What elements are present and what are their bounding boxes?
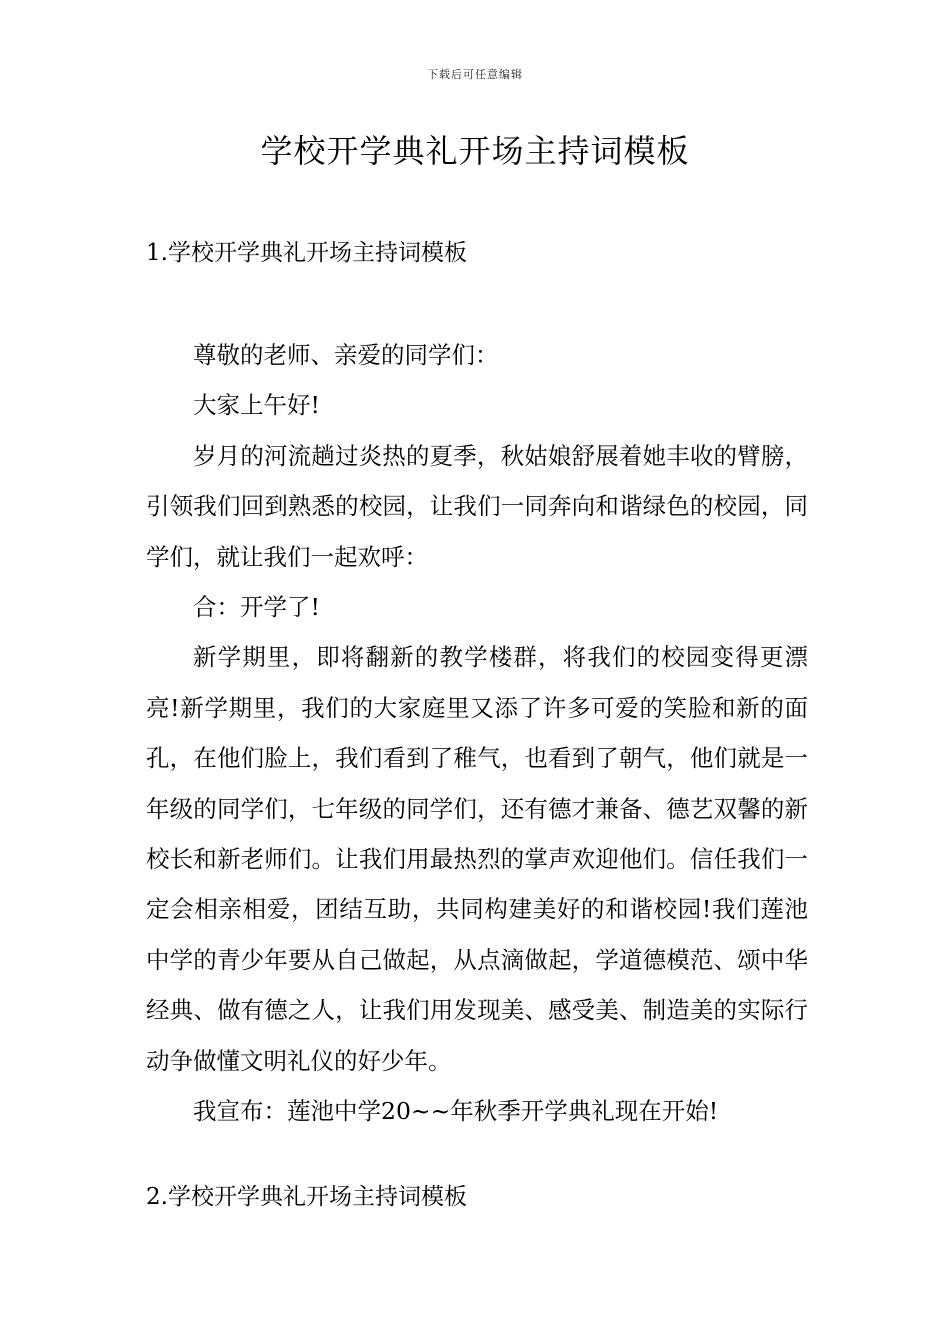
paragraph-announcement: 我宣布：莲池中学20~~年秋季开学典礼现在开始! [193, 1097, 719, 1126]
paragraph-good-morning: 大家上午好! [193, 391, 320, 420]
header-note: 下载后可任意编辑 [427, 68, 523, 81]
paragraph-greeting: 尊敬的老师、亲爱的同学们： [193, 341, 499, 369]
paragraph-chorus: 合：开学了! [193, 593, 320, 622]
document-title: 学校开学典礼开场主持词模板 [260, 132, 690, 170]
section-heading-2: 2.学校开学典礼开场主持词模板 [146, 1184, 467, 1210]
paragraph-intro: 岁月的河流趟过炎热的夏季，秋姑娘舒展着她丰收的臂膀，引领我们回到熟悉的校园，让我们一同奔向和谐绿色的校园，同学们，就让我们一起欢呼： [146, 441, 808, 571]
section-1-body [146, 330, 808, 1137]
section-heading-1: 1.学校开学典礼开场主持词模板 [146, 240, 467, 266]
paragraph-new-term: 新学期里，即将翻新的教学楼群，将我们的校园变得更漂亮!新学期里，我们的大家庭里又添了许多可爱的笑脸和新的面孔，在他们脸上，我们看到了稚气，也看到了朝气，他们就是一年级的同学们，七年级的同学们，还有德才兼备、德艺双馨的新校长和新老师们。让我们用最热烈的掌声欢迎他们。信任我们一定会相亲相爱，团结互助，共同构建美好的和谐校园!我们莲池中学的青少年要从自己做起，从点滴做起，学道德模范、颂中华经典、做有德之人，让我们用发现美、感受美、制造美的实际行动争做懂文明礼仪的好少年。 [146, 643, 808, 1075]
